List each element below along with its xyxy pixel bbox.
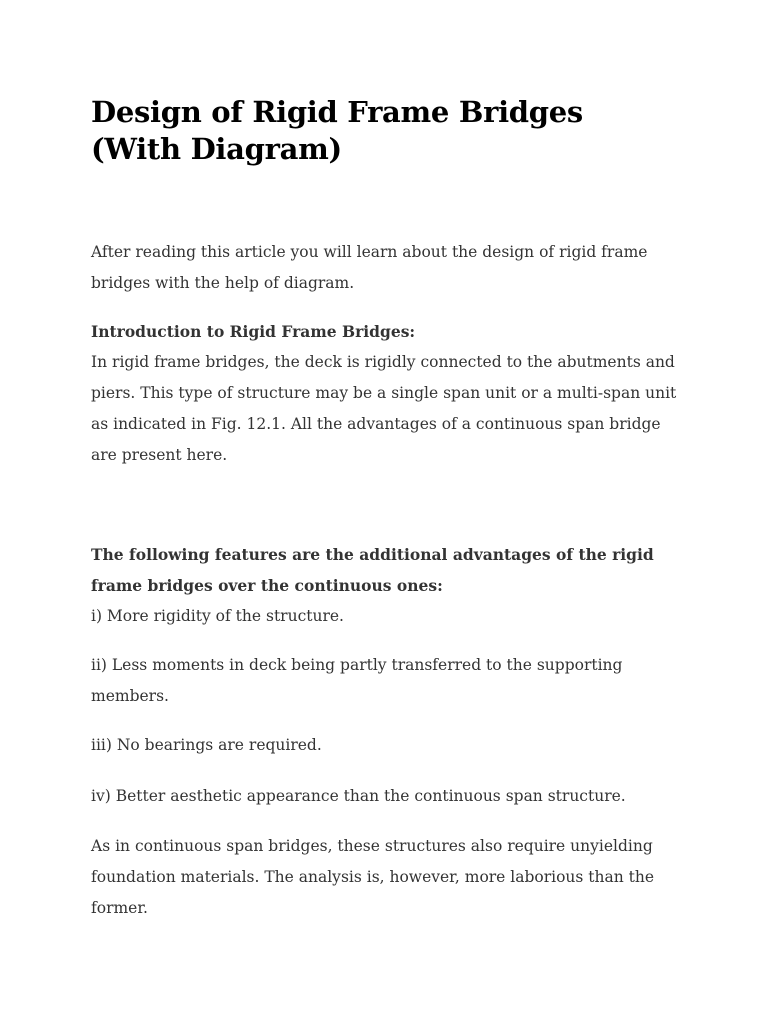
article-title: Design of Rigid Frame Bridges (With Diagram) xyxy=(91,95,583,166)
section-heading: Introduction to Rigid Frame Bridges: xyxy=(91,322,416,341)
section-heading: The following features are the additional advantages of the rigid frame bridges over the continuous ones: xyxy=(91,545,654,595)
list-item: i) More rigidity of the structure. xyxy=(91,607,344,625)
intro-paragraph: After reading this article you will learn about the design of rigid frame bridges with the help of diagram. xyxy=(91,243,648,292)
list-item: iii) No bearings are required. xyxy=(91,736,322,754)
section-advantages xyxy=(91,539,681,601)
list-item: ii) Less moments in deck being partly transferred to the supporting members. xyxy=(91,656,623,705)
list-item: iv) Better aesthetic appearance than the continuous span structure. xyxy=(91,787,626,805)
section-introduction xyxy=(91,316,681,471)
section-body: In rigid frame bridges, the deck is rigidly connected to the abutments and piers. This type of structure may be a single span unit or a multi-span unit as indicated in Fig. 12.1. All the advantages of a continuous span bridge are present here. xyxy=(91,353,677,464)
closing-paragraph: As in continuous span bridges, these structures also require unyielding foundation materials. The analysis is, however, more laborious than the former. xyxy=(91,837,655,917)
article xyxy=(91,94,681,917)
